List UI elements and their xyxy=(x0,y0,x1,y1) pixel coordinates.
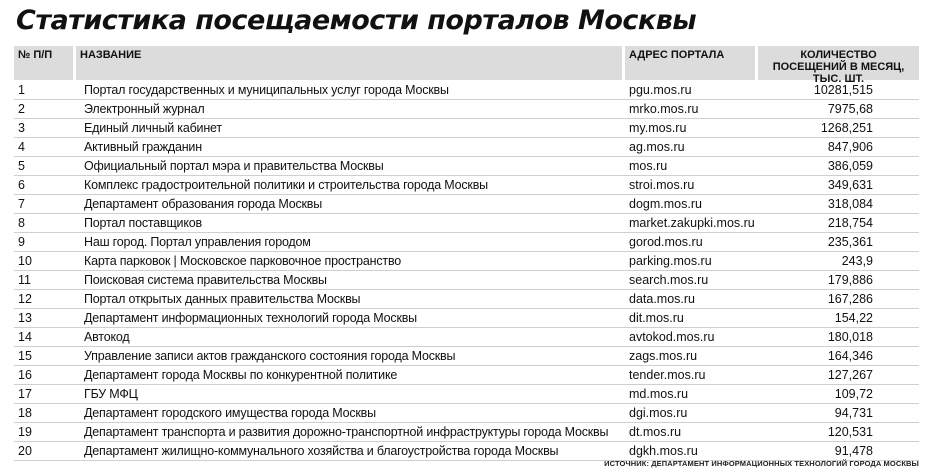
portal-name: Департамент городского имущества города Москвы xyxy=(84,406,376,420)
monthly-visits: 120,531 xyxy=(827,425,873,439)
portals-table xyxy=(14,46,919,461)
portal-name: Департамент образования города Москвы xyxy=(84,197,323,211)
portal-url: dgkh.mos.ru xyxy=(629,444,698,458)
row-number: 9 xyxy=(18,235,25,249)
portal-name: Поисковая система правительства Москвы xyxy=(84,273,327,287)
monthly-visits: 164,346 xyxy=(827,349,873,363)
monthly-visits: 127,267 xyxy=(827,368,873,382)
portal-url: zags.mos.ru xyxy=(629,349,698,363)
portal-name: Наш город. Портал управления городом xyxy=(84,235,311,249)
portal-url: pgu.mos.ru xyxy=(629,83,692,97)
row-number: 10 xyxy=(18,254,32,268)
portal-name: Единый личный кабинет xyxy=(84,121,222,135)
table-row xyxy=(14,100,919,119)
portal-name: Портал государственных и муниципальных услуг города Москвы xyxy=(84,83,449,97)
table-row xyxy=(14,271,919,290)
monthly-visits: 109,72 xyxy=(834,387,873,401)
monthly-visits: 1268,251 xyxy=(820,121,873,135)
table-row xyxy=(14,233,919,252)
monthly-visits: 94,731 xyxy=(834,406,873,420)
monthly-visits: 386,059 xyxy=(827,159,873,173)
column-header-name: НАЗВАНИЕ xyxy=(76,46,622,80)
row-number: 19 xyxy=(18,425,32,439)
portal-name: Официальный портал мэра и правительства Москвы xyxy=(84,159,384,173)
row-number: 17 xyxy=(18,387,32,401)
monthly-visits: 179,886 xyxy=(827,273,873,287)
row-number: 11 xyxy=(18,273,31,287)
monthly-visits: 243,9 xyxy=(841,254,873,268)
portal-url: ag.mos.ru xyxy=(629,140,685,154)
monthly-visits: 91,478 xyxy=(834,444,873,458)
table-row xyxy=(14,385,919,404)
portal-url: mos.ru xyxy=(629,159,668,173)
portal-name: Активный гражданин xyxy=(84,140,202,154)
portal-url: tender.mos.ru xyxy=(629,368,706,382)
column-header-visits: КОЛИЧЕСТВО ПОСЕЩЕНИЙ В МЕСЯЦ, ТЫС. ШТ. xyxy=(758,46,919,80)
table-row xyxy=(14,309,919,328)
portal-name: Департамент жилищно-коммунального хозяйства и благоустройства города Москвы xyxy=(84,444,559,458)
portal-name: Управление записи актов гражданского состояния города Москвы xyxy=(84,349,456,363)
row-number: 6 xyxy=(18,178,25,192)
portal-name: Департамент города Москвы по конкурентной политике xyxy=(84,368,398,382)
source-note: ИСТОЧНИК: ДЕПАРТАМЕНТ ИНФОРМАЦИОННЫХ ТЕХНОЛОГИЙ ГОРОДА МОСКВЫ xyxy=(604,459,919,468)
table-body xyxy=(14,81,919,461)
table-row xyxy=(14,404,919,423)
row-number: 3 xyxy=(18,121,25,135)
portal-name: Карта парковок | Московское парковочное пространство xyxy=(84,254,402,268)
portal-url: avtokod.mos.ru xyxy=(629,330,715,344)
monthly-visits: 10281,515 xyxy=(813,83,873,97)
portal-url: data.mos.ru xyxy=(629,292,696,306)
portal-url: stroi.mos.ru xyxy=(629,178,695,192)
row-number: 13 xyxy=(18,311,32,325)
column-header-url: АДРЕС ПОРТАЛА xyxy=(625,46,755,80)
portal-url: my.mos.ru xyxy=(629,121,687,135)
portal-url: mrko.mos.ru xyxy=(629,102,699,116)
row-number: 2 xyxy=(18,102,25,116)
table-header xyxy=(14,46,919,85)
monthly-visits: 235,361 xyxy=(827,235,873,249)
table-row xyxy=(14,119,919,138)
page-title: Статистика посещаемости порталов Москвы xyxy=(16,5,697,36)
table-row xyxy=(14,176,919,195)
table-row xyxy=(14,81,919,100)
row-number: 8 xyxy=(18,216,25,230)
table-row xyxy=(14,366,919,385)
portal-url: dgi.mos.ru xyxy=(629,406,688,420)
portal-name: Автокод xyxy=(84,330,130,344)
portal-url: market.zakupki.mos.ru xyxy=(629,216,755,230)
portal-name: Портал открытых данных правительства Москвы xyxy=(84,292,361,306)
table-row xyxy=(14,138,919,157)
portal-url: parking.mos.ru xyxy=(629,254,712,268)
table-row xyxy=(14,195,919,214)
monthly-visits: 154,22 xyxy=(834,311,873,325)
column-header-num: № П/П xyxy=(14,46,73,80)
portal-name: Портал поставщиков xyxy=(84,216,202,230)
row-number: 4 xyxy=(18,140,25,154)
table-row xyxy=(14,347,919,366)
portal-name: Комплекс градостроительной политики и строительства города Москвы xyxy=(84,178,488,192)
row-number: 15 xyxy=(18,349,32,363)
portal-url: md.mos.ru xyxy=(629,387,689,401)
portal-url: dogm.mos.ru xyxy=(629,197,702,211)
portal-name: Электронный журнал xyxy=(84,102,205,116)
row-number: 20 xyxy=(18,444,32,458)
portal-name: Департамент транспорта и развития дорожно-транспортной инфраструктуры города Москвы xyxy=(84,425,609,439)
row-number: 12 xyxy=(18,292,32,306)
table-row xyxy=(14,157,919,176)
monthly-visits: 180,018 xyxy=(827,330,873,344)
monthly-visits: 349,631 xyxy=(827,178,873,192)
portal-url: search.mos.ru xyxy=(629,273,709,287)
portal-url: gorod.mos.ru xyxy=(629,235,703,249)
monthly-visits: 167,286 xyxy=(827,292,873,306)
monthly-visits: 318,084 xyxy=(827,197,873,211)
portal-url: dit.mos.ru xyxy=(629,311,684,325)
row-number: 5 xyxy=(18,159,25,173)
row-number: 1 xyxy=(18,83,25,97)
table-row xyxy=(14,290,919,309)
row-number: 18 xyxy=(18,406,32,420)
row-number: 7 xyxy=(18,197,25,211)
row-number: 16 xyxy=(18,368,32,382)
table-row xyxy=(14,214,919,233)
table-row xyxy=(14,252,919,271)
portal-name: ГБУ МФЦ xyxy=(84,387,138,401)
portal-url: dt.mos.ru xyxy=(629,425,682,439)
row-number: 14 xyxy=(18,330,32,344)
monthly-visits: 7975,68 xyxy=(827,102,873,116)
table-row xyxy=(14,423,919,442)
monthly-visits: 847,906 xyxy=(827,140,873,154)
portal-name: Департамент информационных технологий города Москвы xyxy=(84,311,417,325)
table-row xyxy=(14,328,919,347)
monthly-visits: 218,754 xyxy=(827,216,873,230)
